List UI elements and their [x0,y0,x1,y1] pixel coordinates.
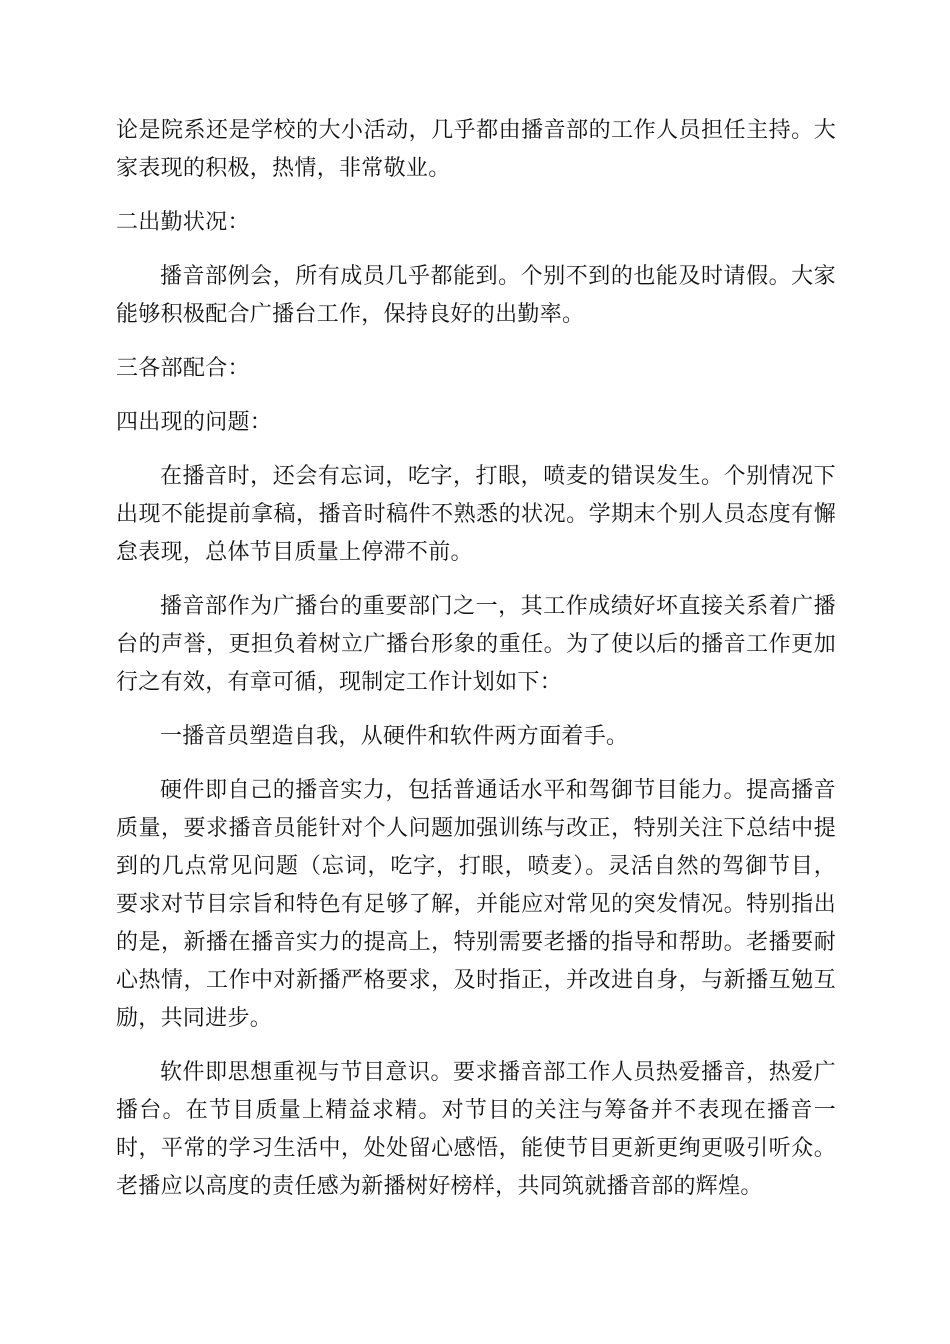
paragraph-intro-continuation: 论是院系还是学校的大小活动，几乎都由播音部的工作人员担任主持。大家表现的积极，热情，非常敬业。 [116,118,836,181]
document-body [116,112,836,1222]
section-heading-attendance: 二出勤状况： [116,210,250,235]
paragraph-attendance: 播音部例会，所有成员几乎都能到。个别不到的也能及时请假。大家能够积极配合广播台工作，保持良好的出勤率。 [116,264,836,327]
paragraph-plan-point-one: 一播音员塑造自我，从硬件和软件两方面着手。 [160,724,629,749]
section-heading-cooperation: 三各部配合： [116,356,250,381]
paragraph-problems: 在播音时，还会有忘词，吃字，打眼，喷麦的错误发生。个别情况下出现不能提前拿稿，播音时稿件不熟悉的状况。学期末个别人员态度有懈怠表现，总体节目质量上停滞不前。 [116,464,836,565]
section-heading-problems: 四出现的问题： [116,410,273,435]
paragraph-plan-intro: 播音部作为广播台的重要部门之一，其工作成绩好坏直接关系着广播台的声誉，更担负着树立广播台形象的重任。为了使以后的播音工作更加行之有效，有章可循，现制定工作计划如下： [116,594,836,695]
paragraph-hardware: 硬件即自己的播音实力，包括普通话水平和驾御节目能力。提高播音质量，要求播音员能针对个人问题加强训练与改正，特别关注下总结中提到的几点常见问题（忘词，吃字，打眼，喷麦）。灵活自然的驾御节目，要求对节目宗旨和特色有足够了解，并能应对常见的突发情况。特别指出的是，新播在播音实力的提高上，特别需要老播的指导和帮助。老播要耐心热情，工作中对新播严格要求，及时指正，并改进自身，与新播互勉互励，共同进步。 [116,778,836,1031]
paragraph-software: 软件即思想重视与节目意识。要求播音部工作人员热爱播音，热爱广播台。在节目质量上精益求精。对节目的关注与筹备并不表现在播音一时，平常的学习生活中，处处留心感悟，能使节目更新更绚更吸引听众。老播应以高度的责任感为新播树好榜样，共同筑就播音部的辉煌。 [116,1060,836,1199]
